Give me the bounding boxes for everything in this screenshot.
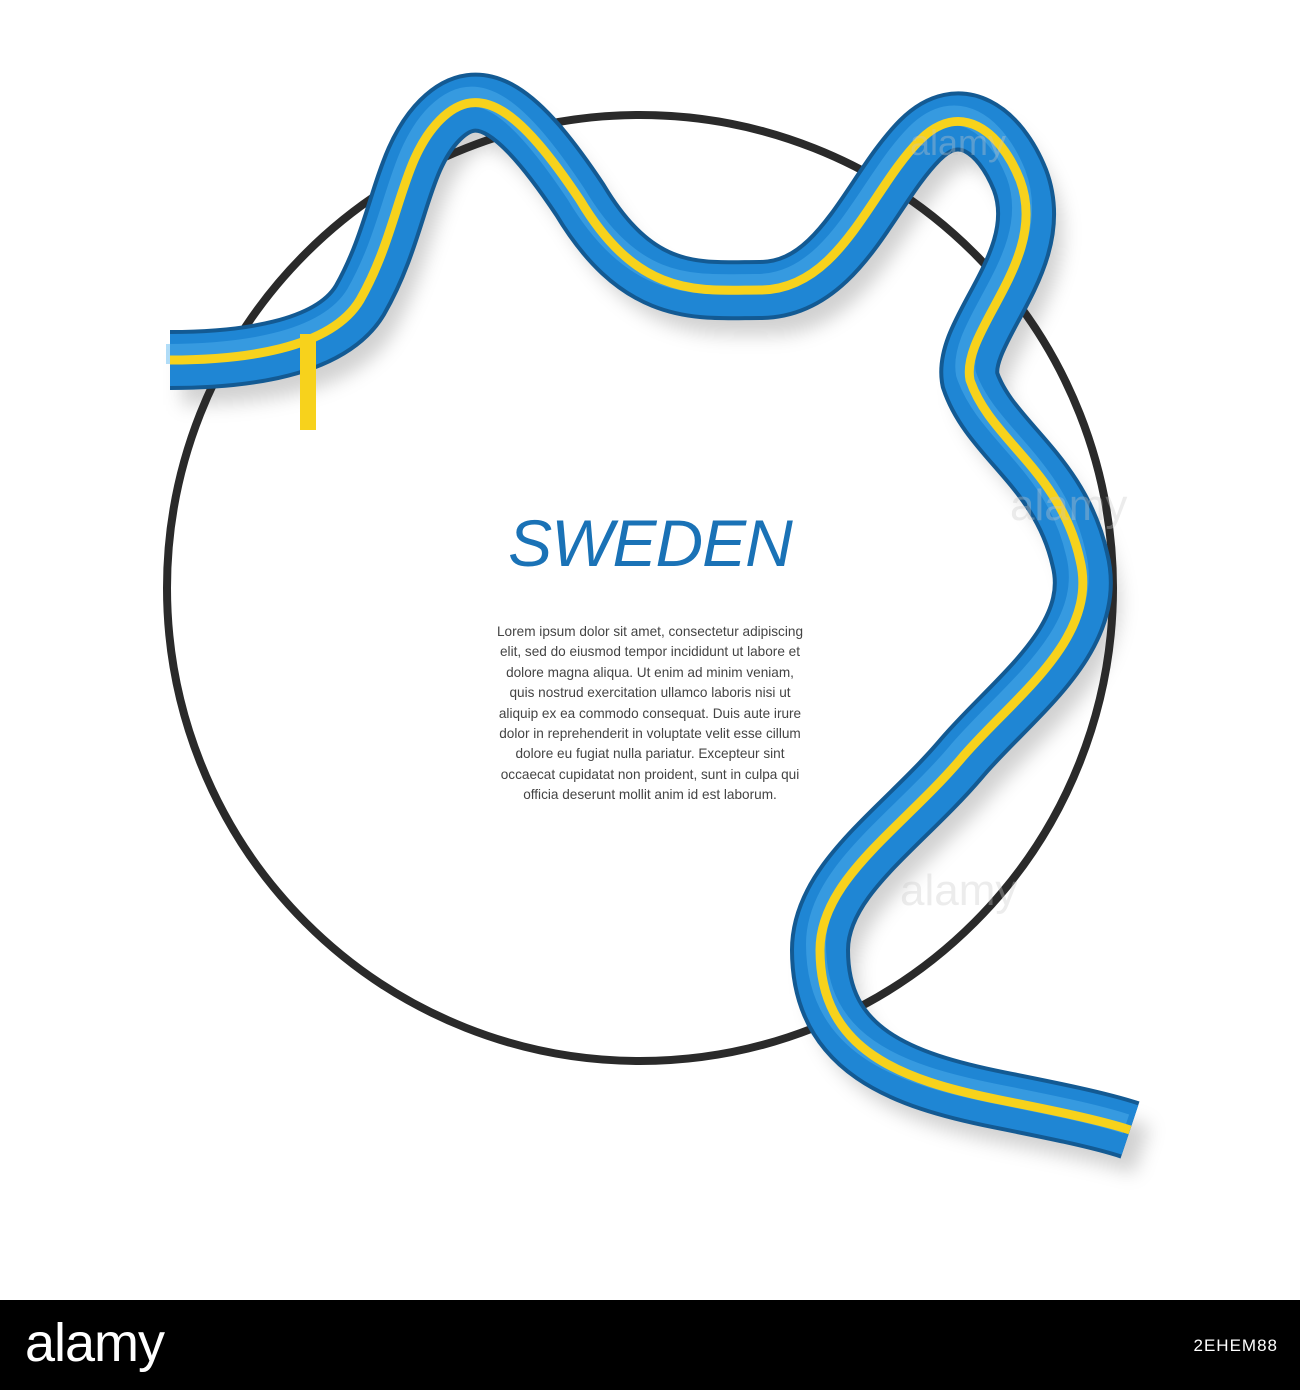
watermark: alamy (910, 122, 1007, 163)
stock-image-id: 2EHEM88 (1193, 1336, 1278, 1355)
ribbon-flag-cross (300, 334, 316, 430)
footer-bar (0, 1300, 1300, 1390)
page-title: SWEDEN (508, 506, 792, 580)
watermark: alamy (900, 866, 1018, 915)
alamy-logo: alamy (25, 1313, 165, 1373)
placeholder-paragraph: Lorem ipsum dolor sit amet, consectetur adipiscing elit, sed do eiusmod tempor incididunt ut labore et dolore magna aliqua. Ut enim ad minim veniam, quis nostrud exercitation ullamco laboris nisi ut aliquip ex ea commodo consequat. Duis aute irure dolor in reprehenderit in voluptate velit esse cillum dolore eu fugiat nulla pariatur. Excepteur sint occaecat cupidatat non proident, sunt in culpa qui officia deserunt mollit anim id est laborum. (497, 624, 803, 803)
watermark: alamy (1010, 481, 1128, 530)
